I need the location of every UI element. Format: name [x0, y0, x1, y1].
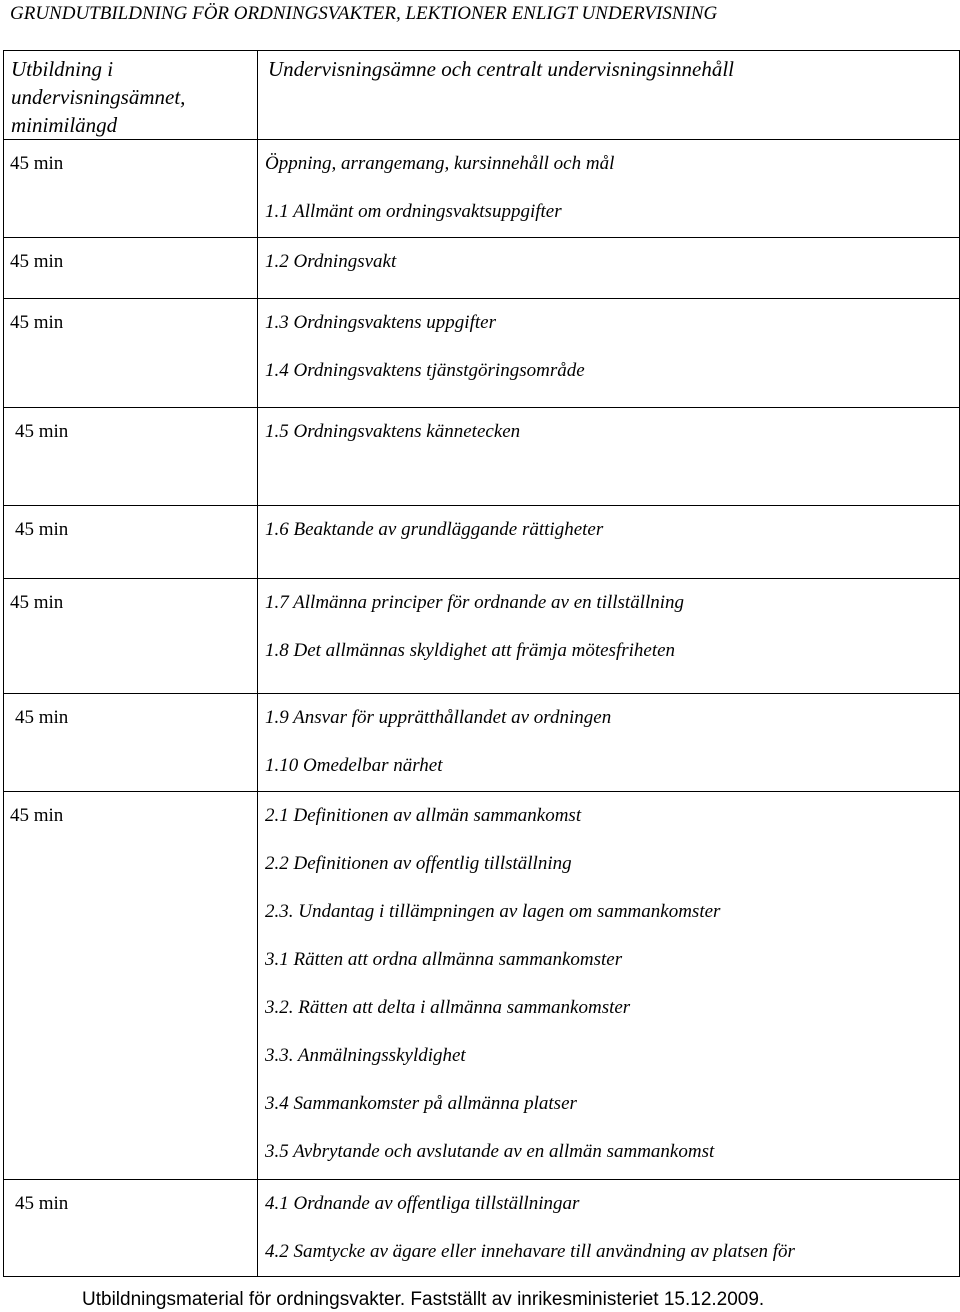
topic-item: 3.2. Rätten att delta i allmänna sammankomster [265, 997, 631, 1018]
topics-cell [258, 694, 960, 792]
duration-cell: 45 min [4, 1180, 258, 1277]
topics-cell [258, 792, 960, 1180]
table-row [4, 140, 960, 238]
table-row [4, 579, 960, 694]
topics-cell [258, 299, 960, 408]
topic-item: 1.5 Ordningsvaktens kännetecken [265, 421, 521, 442]
duration-cell: 45 min [4, 140, 258, 238]
table-row [4, 694, 960, 792]
table-row [4, 506, 960, 579]
table-row [4, 299, 960, 408]
topic-item: 1.7 Allmänna principer för ordnande av en tillställning [265, 592, 685, 613]
table-row [4, 792, 960, 1180]
topics-cell [258, 506, 960, 579]
duration-cell: 45 min [4, 238, 258, 299]
duration-cell: 45 min [4, 299, 258, 408]
topic-item: 2.1 Definitionen av allmän sammankomst [265, 805, 582, 826]
header-subject: Undervisningsämne och centralt undervisningsinnehåll [258, 51, 960, 140]
topic-item: 4.1 Ordnande av offentliga tillställningar [265, 1193, 580, 1214]
topic-item: 4.2 Samtycke av ägare eller innehavare till användning av platsen för [265, 1241, 795, 1262]
document-title: GRUNDUTBILDNING FÖR ORDNINGSVAKTER, LEKTIONER ENLIGT UNDERVISNING [10, 3, 718, 24]
topic-item: 1.8 Det allmännas skyldighet att främja mötesfriheten [265, 640, 676, 661]
topic-item: Öppning, arrangemang, kursinnehåll och mål [265, 153, 615, 174]
duration-cell: 45 min [4, 792, 258, 1180]
duration-cell: 45 min [4, 506, 258, 579]
topic-item: 1.1 Allmänt om ordningsvaktsuppgifter [265, 201, 562, 222]
page-footer: Utbildningsmaterial för ordningsvakter. Fastställt av inrikesministeriet 15.12.2009. [82, 1289, 765, 1310]
lesson-table [3, 50, 960, 1277]
topics-cell [258, 579, 960, 694]
topic-item: 3.5 Avbrytande och avslutande av en allmän sammankomst [265, 1141, 715, 1162]
topics-cell [258, 140, 960, 238]
topics-cell [258, 238, 960, 299]
topic-item: 3.4 Sammankomster på allmänna platser [265, 1093, 577, 1114]
duration-cell: 45 min [4, 694, 258, 792]
topics-cell [258, 408, 960, 506]
topics-cell [258, 1180, 960, 1277]
topic-item: 1.6 Beaktande av grundläggande rättigheter [265, 519, 604, 540]
topic-item: 1.2 Ordningsvakt [265, 251, 397, 272]
header-duration: Utbildning i undervisningsämnet, minimilängd [4, 51, 258, 140]
topic-item: 1.3 Ordningsvaktens uppgifter [265, 312, 496, 333]
topic-item: 3.3. Anmälningsskyldighet [265, 1045, 466, 1066]
table-row [4, 408, 960, 506]
duration-cell: 45 min [4, 579, 258, 694]
table-header-row [4, 51, 960, 140]
table-row [4, 238, 960, 299]
topic-item: 2.2 Definitionen av offentlig tillställning [265, 853, 572, 874]
topic-item: 2.3. Undantag i tillämpningen av lagen om sammankomster [265, 901, 721, 922]
table-row [4, 1180, 960, 1277]
topic-item: 3.1 Rätten att ordna allmänna sammankomster [265, 949, 623, 970]
topic-item: 1.4 Ordningsvaktens tjänstgöringsområde [265, 360, 585, 381]
topic-item: 1.10 Omedelbar närhet [265, 755, 443, 776]
topic-item: 1.9 Ansvar för upprätthållandet av ordningen [265, 707, 612, 728]
duration-cell: 45 min [4, 408, 258, 506]
